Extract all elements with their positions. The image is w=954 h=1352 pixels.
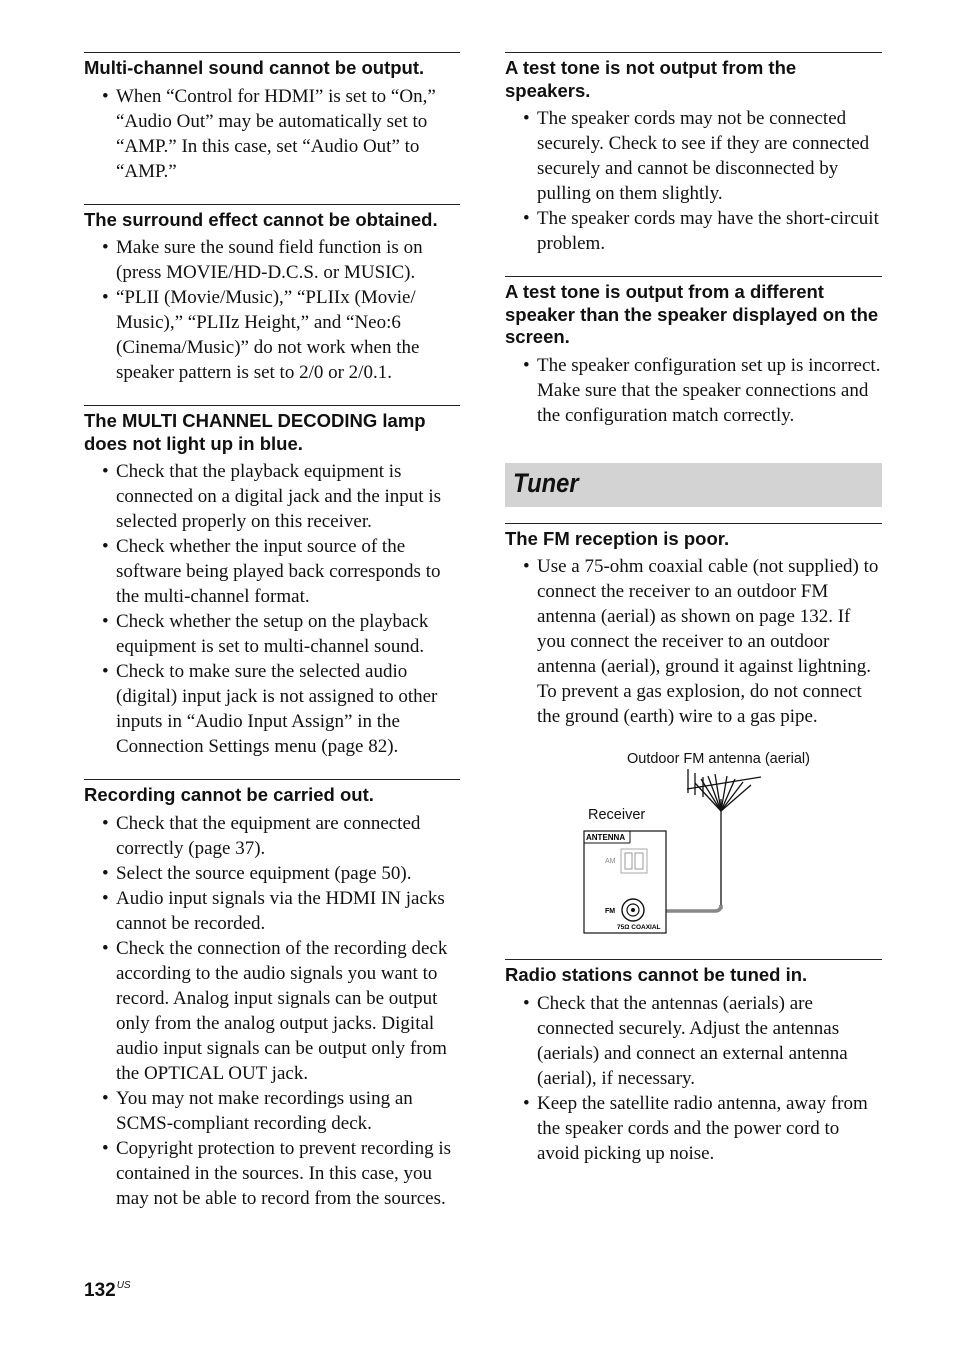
section-recording [84,779,460,1211]
list-item: • You may not make recordings using an SCMS-compliant recording deck. [102,1087,413,1134]
list-item: • Copyright protection to prevent recording is contained in the sources. In this case, you may not be able to record from the sources. [102,1137,452,1209]
section-heading: The MULTI CHANNEL DECODING lamp does not light up in blue. [84,410,426,454]
page-number: $132^{US}$ [84,1280,131,1301]
fm-label: FM [605,908,616,915]
section-radio-stations [505,959,882,1166]
list-item: • The speaker cords may not be connected securely. Check to see if they are connected securely and cannot be disconnected by pulling on them slightly. [523,108,870,204]
coaxial-label: 75Ω COAXIAL [617,924,661,931]
section-heading: The FM reception is poor. [505,527,730,549]
section-decoding-lamp [84,405,460,759]
list-item: • The speaker configuration set up is incorrect. Make sure that the speaker connections and the configuration match correctly. [523,354,881,426]
list-item: • Check to make sure the selected audio (digital) input jack is not assigned to other inputs in “Audio Input Assign” in the Connection Settings menu (page 82). [102,661,438,757]
left-column [84,52,460,1211]
antenna-icon [687,769,761,909]
bullet-list [84,84,460,184]
list-item: • Keep the satellite radio antenna, away from the speaker cords and the power cord to avoid picking up noise. [523,1092,868,1164]
section-heading: Recording cannot be carried out. [84,784,374,805]
section-multichannel [84,52,460,184]
antenna-diagram [505,729,882,959]
tuner-section-bar [505,463,882,507]
receiver-label: Receiver [588,807,646,823]
bullet-list [84,459,460,759]
section-surround [84,204,460,386]
section-test-tone-wrong [505,276,882,428]
section-heading: A test tone is output from a different speaker than the speaker displayed on the screen. [505,281,879,347]
section-heading: The surround effect cannot be obtained. [84,208,438,230]
list-item: • The speaker cords may have the short-circuit problem. [523,208,879,254]
list-item: • When “Control for HDMI” is set to “On,” “Audio Out” may be automatically set to “AMP.” In this case, set “Audio Out” to “AMP.” [102,85,436,182]
list-item: • Use a 75-ohm coaxial cable (not supplied) to connect the receiver to an outdoor FM antenna (aerial) as shown on page 132. If you connect the receiver to an outdoor antenna (aerial), ground it against lightning. To prevent a gas explosion, do not connect the ground (earth) wire to a gas pipe. [523,556,879,727]
section-test-tone-none [505,52,882,256]
list-item: • Check whether the input source of the software being played back corresponds to the multi-channel format. [102,536,441,607]
list-item: • Check that the antennas (aerials) are connected securely. Adjust the antennas (aerials) and connect an external antenna (aerial), if necessary. [523,992,848,1089]
tuner-title: Tuner [513,467,579,498]
list-item: • Make sure the sound field function is on (press MOVIE/HD-D.C.S. or MUSIC). [102,237,423,283]
section-heading: Radio stations cannot be tuned in. [505,964,808,985]
list-item: • Select the source equipment (page 50). [102,862,412,884]
page-suffix: US [116,1280,131,1291]
right-column [505,52,882,1166]
list-item: • Audio input signals via the HDMI IN jacks cannot be recorded. [102,887,445,934]
list-item: • Check whether the setup on the playback equipment is set to multi-channel sound. [102,611,429,657]
am-label: AM [605,858,616,865]
list-item: • “PLII (Movie/Music),” “PLIIx (Movie/ Music),” “PLIIz Height,” and “Neo:6 (Cinema/Music)” do not work when the speaker pattern is set to 2/0 or 2/0.1. [102,287,420,383]
bullet-list [505,991,882,1166]
bullet-list [505,554,882,729]
antenna-label: Outdoor FM antenna (aerial) [627,751,810,767]
list-item: • Check that the equipment are connected correctly (page 37). [102,812,421,859]
section-heading: A test tone is not output from the speakers. [505,57,797,101]
panel-label: ANTENNA [586,833,626,842]
section-fm-reception [505,523,882,730]
bullet-list [505,353,882,428]
list-item: • Check that the playback equipment is connected on a digital jack and the input is selected properly on this receiver. [102,461,442,532]
bullet-list [84,811,460,1211]
bullet-list [84,235,460,385]
bullet-list [505,106,882,256]
antenna-connection-figure [505,729,882,959]
section-heading: Multi-channel sound cannot be output. [84,57,425,78]
list-item: • Check the connection of the recording deck according to the audio signals you want to record. Analog input signals can be output only from the analog output jacks. Digital audio input signals can be output only from the OPTICAL OUT jack. [102,937,448,1084]
